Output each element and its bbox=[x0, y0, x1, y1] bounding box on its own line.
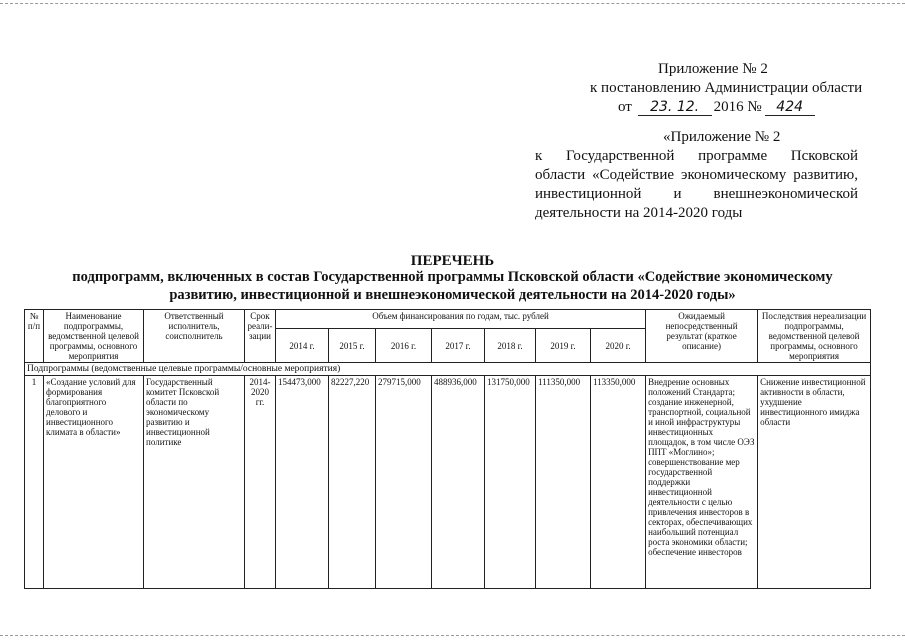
header-year-2015: 2015 г. bbox=[329, 329, 376, 363]
row-funding-2018: 131750,000 bbox=[485, 376, 536, 589]
row-responsible: Государственный комитет Псковской области по экономическому развитию и инвестиционной политике bbox=[144, 376, 245, 589]
row-consequences: Снижение инвестиционной активности в области, ухудшение инвестиционного имиджа области bbox=[758, 376, 871, 589]
header-year-2020: 2020 г. bbox=[591, 329, 646, 363]
header-funding: Объем финансирования по годам, тыс. рублей bbox=[276, 310, 646, 329]
header-year-2016: 2016 г. bbox=[376, 329, 432, 363]
header-consequences: Последствия нереализации подпрограммы, ведомственной целевой программы, основного мероприятия bbox=[758, 310, 871, 363]
header-year-2019: 2019 г. bbox=[536, 329, 591, 363]
row-name: «Создание условий для формирования благоприятного делового и инвестиционного климата в области» bbox=[44, 376, 144, 589]
appendix-resolution-ref: к постановлению Администрации области bbox=[590, 80, 863, 96]
table-header-row-1 bbox=[25, 310, 871, 329]
header-term: Срок реали-зации bbox=[245, 310, 276, 363]
appendix-program-line3: области «Содействие экономическому развитию, bbox=[535, 167, 858, 183]
document-subtitle bbox=[0, 268, 905, 304]
scan-edge-top bbox=[0, 3, 905, 4]
appendix-program-line5: деятельности на 2014-2020 годы bbox=[535, 205, 743, 221]
section-row bbox=[25, 363, 871, 376]
document-subtitle-line2: развитию, инвестиционной и внешнеэкономической деятельности на 2014-2020 годы» bbox=[169, 287, 736, 303]
header-year-2018: 2018 г. bbox=[485, 329, 536, 363]
date-prefix: от bbox=[618, 99, 632, 115]
header-year-2014: 2014 г. bbox=[276, 329, 329, 363]
row-num: 1 bbox=[25, 376, 44, 589]
handwritten-number: 424 bbox=[765, 99, 815, 116]
header-num: № п/п bbox=[25, 310, 44, 363]
header-responsible: Ответственный исполнитель, соисполнитель bbox=[144, 310, 245, 363]
scan-edge-bottom bbox=[0, 635, 905, 636]
appendix-program-line4: инвестиционной и внешнеэкономической bbox=[535, 186, 858, 202]
row-funding-2015: 82227,220 bbox=[329, 376, 376, 589]
section-label: Подпрограммы (ведомственные целевые программы/основные мероприятия) bbox=[25, 363, 871, 376]
row-funding-2014: 154473,000 bbox=[276, 376, 329, 589]
year-number-label: 2016 № bbox=[713, 99, 762, 115]
row-funding-2019: 111350,000 bbox=[536, 376, 591, 589]
table-row bbox=[25, 376, 871, 589]
header-result: Ожидаемый непосредственный результат (краткое описание) bbox=[646, 310, 758, 363]
row-funding-2017: 488936,000 bbox=[432, 376, 485, 589]
row-funding-2016: 279715,000 bbox=[376, 376, 432, 589]
row-result: Внедрение основных положений Стандарта; создание инженерной, транспортной, социальной и иной инфраструктуры инвестиционных площадок, в том числе ОЭЗ ППТ «Моглино»; совершенствование мер государственной поддержки инвестиционной деятельности с целью привлечения инвесторов в секторах, обеспечивающих наибольший потенциал роста экономики области; обеспечение инвесторов bbox=[646, 376, 758, 589]
header-name: Наименование подпрограммы, ведомственной целевой программы, основного мероприятия bbox=[44, 310, 144, 363]
document-subtitle-line1: подпрограмм, включенных в состав Государственной программы Псковской области «Содействие экономическому bbox=[72, 269, 833, 285]
appendix-resolution-title: Приложение № 2 bbox=[658, 61, 768, 77]
document-heading: ПЕРЕЧЕНЬ bbox=[410, 253, 495, 269]
appendix-program-block bbox=[535, 128, 858, 223]
row-funding-2020: 113350,000 bbox=[591, 376, 646, 589]
appendix-program-title: «Приложение № 2 bbox=[663, 129, 781, 145]
appendix-resolution-date-line bbox=[618, 98, 815, 117]
appendix-program-line2: к Государственной программе Псковской bbox=[535, 148, 858, 164]
handwritten-date: 23. 12. bbox=[638, 99, 712, 116]
row-term: 2014-2020 гг. bbox=[245, 376, 276, 589]
subprograms-table bbox=[24, 309, 871, 589]
header-year-2017: 2017 г. bbox=[432, 329, 485, 363]
